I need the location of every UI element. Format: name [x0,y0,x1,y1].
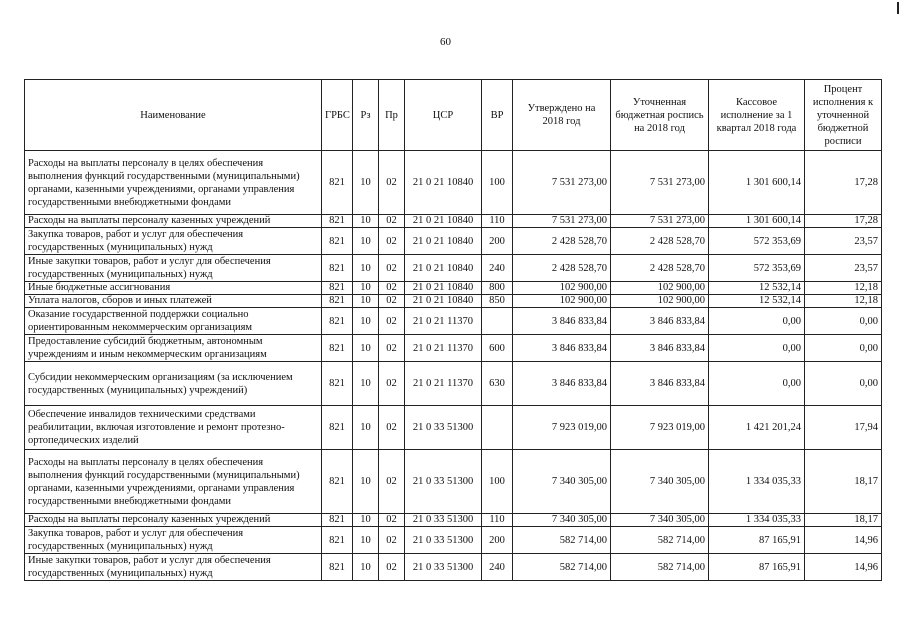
header-grbs: ГРБС [322,80,353,151]
cell-vr: 240 [482,255,513,282]
cell-csr: 21 0 33 51300 [405,554,482,581]
cell-refined: 7 340 305,00 [611,514,709,527]
cell-approved: 582 714,00 [513,527,611,554]
cell-cash: 12 532,14 [709,282,805,295]
cell-refined: 3 846 833,84 [611,362,709,406]
cell-approved: 3 846 833,84 [513,335,611,362]
cell-approved: 102 900,00 [513,295,611,308]
cell-vr [482,406,513,450]
cell-grbs: 821 [322,514,353,527]
header-cash: Кассовое исполнение за 1 квартал 2018 года [709,80,805,151]
table-row [25,335,882,362]
cell-grbs: 821 [322,151,353,215]
table-row [25,514,882,527]
cell-approved: 2 428 528,70 [513,228,611,255]
cell-pr: 02 [379,282,405,295]
cell-name: Иные закупки товаров, работ и услуг для обеспечения государственных (муниципальных) нужд [25,255,322,282]
cell-grbs: 821 [322,255,353,282]
cell-grbs: 821 [322,308,353,335]
cell-vr: 240 [482,554,513,581]
budget-table [24,79,882,581]
cell-pr: 02 [379,295,405,308]
cell-rz: 10 [353,554,379,581]
table-row [25,295,882,308]
table-row [25,406,882,450]
cell-name: Закупка товаров, работ и услуг для обеспечения государственных (муниципальных) нужд [25,228,322,255]
cell-csr: 21 0 21 11370 [405,362,482,406]
cell-csr: 21 0 21 11370 [405,335,482,362]
cell-name: Обеспечение инвалидов техническими средствами реабилитации, включая изготовление и ремонт протезно-ортопедических изделий [25,406,322,450]
cell-refined: 7 923 019,00 [611,406,709,450]
cell-percent: 12,18 [805,282,882,295]
cell-rz: 10 [353,308,379,335]
cell-grbs: 821 [322,527,353,554]
cell-approved: 7 340 305,00 [513,514,611,527]
cell-cash: 1 421 201,24 [709,406,805,450]
table-row [25,450,882,514]
header-name: Наименование [25,80,322,151]
cell-name: Расходы на выплаты персоналу в целях обеспечения выполнения функций государственными (муниципальными) органами, казенными учреждениями, органами управления государственными внебюджетными фондами [25,450,322,514]
cell-pr: 02 [379,514,405,527]
header-percent: Процент исполнения к уточненной бюджетной росписи [805,80,882,151]
cell-percent: 23,57 [805,228,882,255]
header-refined: Уточненная бюджетная роспись на 2018 год [611,80,709,151]
cell-rz: 10 [353,282,379,295]
cell-rz: 10 [353,514,379,527]
cell-grbs: 821 [322,450,353,514]
table-row [25,362,882,406]
table-row [25,151,882,215]
cell-csr: 21 0 21 10840 [405,255,482,282]
header-vr: ВР [482,80,513,151]
header-csr: ЦСР [405,80,482,151]
cell-name: Расходы на выплаты персоналу казенных учреждений [25,514,322,527]
cell-cash: 87 165,91 [709,527,805,554]
cell-percent: 0,00 [805,362,882,406]
cell-vr: 630 [482,362,513,406]
table-row [25,308,882,335]
cell-cash: 12 532,14 [709,295,805,308]
cell-pr: 02 [379,554,405,581]
cell-vr: 110 [482,514,513,527]
cell-rz: 10 [353,215,379,228]
table-row [25,527,882,554]
cell-vr: 800 [482,282,513,295]
cell-csr: 21 0 21 10840 [405,228,482,255]
cell-pr: 02 [379,335,405,362]
cell-vr: 100 [482,450,513,514]
cell-percent: 14,96 [805,554,882,581]
cell-pr: 02 [379,151,405,215]
cell-cash: 1 334 035,33 [709,514,805,527]
cell-rz: 10 [353,450,379,514]
cell-name: Предоставление субсидий бюджетным, автономным учреждениям и иным некоммерческим организациям [25,335,322,362]
table-row [25,255,882,282]
cell-percent: 17,94 [805,406,882,450]
cell-approved: 3 846 833,84 [513,308,611,335]
cell-percent: 12,18 [805,295,882,308]
cell-refined: 2 428 528,70 [611,255,709,282]
cell-grbs: 821 [322,362,353,406]
cell-pr: 02 [379,228,405,255]
cell-percent: 18,17 [805,514,882,527]
table-row [25,215,882,228]
cell-grbs: 821 [322,335,353,362]
cell-vr: 110 [482,215,513,228]
cell-grbs: 821 [322,282,353,295]
cell-refined: 582 714,00 [611,554,709,581]
cell-pr: 02 [379,255,405,282]
cell-percent: 17,28 [805,151,882,215]
cell-csr: 21 0 33 51300 [405,514,482,527]
cell-grbs: 821 [322,554,353,581]
cell-refined: 102 900,00 [611,295,709,308]
cell-pr: 02 [379,308,405,335]
cell-refined: 102 900,00 [611,282,709,295]
header-rz: Рз [353,80,379,151]
cell-refined: 7 340 305,00 [611,450,709,514]
cell-grbs: 821 [322,215,353,228]
cell-cash: 87 165,91 [709,554,805,581]
cell-rz: 10 [353,527,379,554]
cell-rz: 10 [353,362,379,406]
cell-grbs: 821 [322,406,353,450]
cell-vr: 100 [482,151,513,215]
cell-vr [482,308,513,335]
cell-csr: 21 0 33 51300 [405,406,482,450]
cell-refined: 2 428 528,70 [611,228,709,255]
cell-percent: 0,00 [805,335,882,362]
cell-percent: 14,96 [805,527,882,554]
cell-vr: 200 [482,527,513,554]
cell-rz: 10 [353,335,379,362]
cell-rz: 10 [353,228,379,255]
scan-edge-mark [897,2,899,14]
cell-refined: 3 846 833,84 [611,335,709,362]
cell-approved: 7 923 019,00 [513,406,611,450]
cell-cash: 572 353,69 [709,255,805,282]
cell-approved: 7 340 305,00 [513,450,611,514]
cell-cash: 1 301 600,14 [709,215,805,228]
cell-approved: 7 531 273,00 [513,151,611,215]
cell-cash: 0,00 [709,335,805,362]
cell-refined: 3 846 833,84 [611,308,709,335]
cell-pr: 02 [379,450,405,514]
cell-csr: 21 0 33 51300 [405,450,482,514]
header-pr: Пр [379,80,405,151]
cell-refined: 582 714,00 [611,527,709,554]
cell-refined: 7 531 273,00 [611,215,709,228]
cell-percent: 17,28 [805,215,882,228]
cell-name: Расходы на выплаты персоналу в целях обеспечения выполнения функций государственными (муниципальными) органами, казенными учреждениями, органами управления государственными внебюджетными фондами [25,151,322,215]
cell-csr: 21 0 21 10840 [405,295,482,308]
cell-approved: 3 846 833,84 [513,362,611,406]
cell-percent: 0,00 [805,308,882,335]
cell-approved: 582 714,00 [513,554,611,581]
cell-grbs: 821 [322,228,353,255]
cell-name: Иные закупки товаров, работ и услуг для обеспечения государственных (муниципальных) нужд [25,554,322,581]
cell-cash: 1 301 600,14 [709,151,805,215]
cell-pr: 02 [379,215,405,228]
cell-name: Иные бюджетные ассигнования [25,282,322,295]
cell-csr: 21 0 21 10840 [405,151,482,215]
table-row [25,282,882,295]
header-approved: Утверждено на 2018 год [513,80,611,151]
cell-pr: 02 [379,406,405,450]
cell-cash: 1 334 035,33 [709,450,805,514]
cell-rz: 10 [353,406,379,450]
cell-refined: 7 531 273,00 [611,151,709,215]
cell-approved: 102 900,00 [513,282,611,295]
cell-approved: 7 531 273,00 [513,215,611,228]
cell-percent: 18,17 [805,450,882,514]
cell-name: Уплата налогов, сборов и иных платежей [25,295,322,308]
cell-vr: 200 [482,228,513,255]
cell-grbs: 821 [322,295,353,308]
page-number: 60 [440,36,451,48]
cell-name: Оказание государственной поддержки социально ориентированным некоммерческим организациям [25,308,322,335]
cell-rz: 10 [353,295,379,308]
cell-pr: 02 [379,362,405,406]
cell-vr: 850 [482,295,513,308]
cell-rz: 10 [353,255,379,282]
cell-csr: 21 0 21 11370 [405,308,482,335]
cell-csr: 21 0 33 51300 [405,527,482,554]
cell-rz: 10 [353,151,379,215]
table-header-row [25,80,882,151]
cell-name: Закупка товаров, работ и услуг для обеспечения государственных (муниципальных) нужд [25,527,322,554]
table-row [25,228,882,255]
cell-percent: 23,57 [805,255,882,282]
cell-name: Субсидии некоммерческим организациям (за исключением государственных (муниципальных) учреждений) [25,362,322,406]
cell-name: Расходы на выплаты персоналу казенных учреждений [25,215,322,228]
cell-csr: 21 0 21 10840 [405,282,482,295]
cell-cash: 572 353,69 [709,228,805,255]
table-row [25,554,882,581]
cell-csr: 21 0 21 10840 [405,215,482,228]
cell-cash: 0,00 [709,308,805,335]
cell-cash: 0,00 [709,362,805,406]
cell-approved: 2 428 528,70 [513,255,611,282]
cell-vr: 600 [482,335,513,362]
cell-pr: 02 [379,527,405,554]
